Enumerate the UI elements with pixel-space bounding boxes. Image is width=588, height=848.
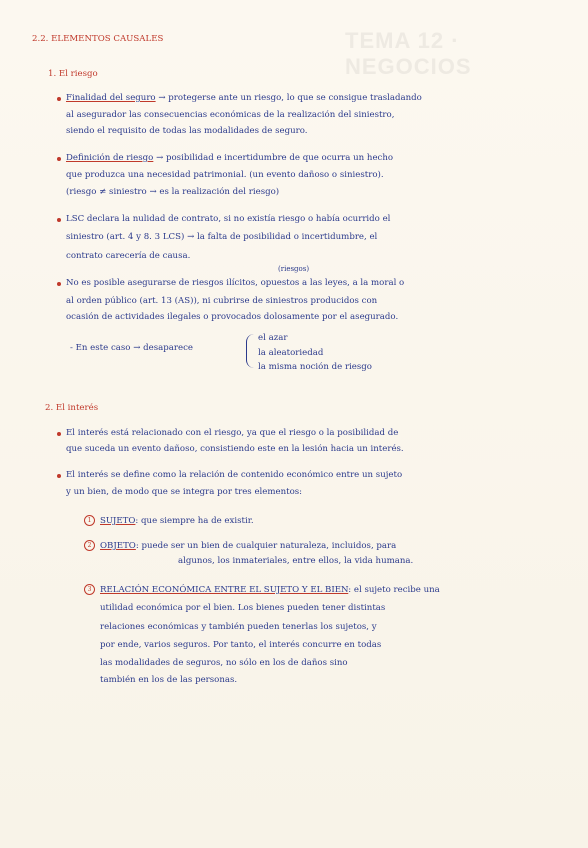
bullet-lsc-line1: LSC declara la nulidad de contrato, si no existía riesgo o había ocurrido el: [66, 214, 391, 224]
element-relacion-line3: relaciones económicas y también pueden tenerlas los sujetos, y: [100, 622, 377, 632]
bullet-ilicitos-line3: ocasión de actividades ilegales o provocados dolosamente por el asegurado.: [66, 312, 399, 322]
bullet-lsc-line3: contrato carecería de causa.: [66, 251, 191, 261]
number-badge: 3: [84, 584, 95, 595]
term-relacion: RELACIÓN ECONÓMICA ENTRE EL SUJETO Y EL BIEN: [100, 585, 349, 595]
element-relacion-line1: [100, 586, 440, 595]
bullet-interes-line1: El interés está relacionado con el riesgo, ya que el riesgo o la posibilidad de: [66, 428, 399, 438]
element-relacion-line2: utilidad económica por el bien. Los bienes pueden tener distintas: [100, 603, 386, 613]
desaparece-item-azar: el azar: [258, 333, 288, 343]
objeto-text: : puede ser un bien de cualquier naturaleza, incluidos, para: [135, 541, 397, 551]
desaparece-item-aleatoriedad: la aleatoriedad: [258, 348, 324, 358]
element-sujeto: [100, 517, 254, 526]
bullet-finalidad-line2: al asegurador las consecuencias económicas de la realización del siniestro,: [66, 110, 395, 120]
bullet-definicion-line1: [66, 154, 393, 163]
subsection-riesgo-title: 1. El riesgo: [48, 69, 98, 79]
element-relacion-line6: también en los de las personas.: [100, 675, 238, 685]
bullet-ilicitos-line1: No es posible asegurarse de riesgos ilícitos, opuestos a las leyes, a la moral o: [66, 278, 405, 288]
term-objeto: OBJETO: [100, 541, 136, 551]
desaparece-lead: - En este caso → desaparece: [70, 343, 193, 353]
desaparece-item-nocion: la misma noción de riesgo: [258, 362, 372, 372]
bullet-finalidad-line1: [66, 94, 422, 103]
term-definicion-riesgo: Definición de riesgo: [66, 153, 154, 163]
bullet-finalidad-line3: siendo el requisito de todas las modalidades de seguro.: [66, 126, 308, 136]
bullet-lsc-line2: siniestro (art. 4 y 8. 3 LCS) → la falta de posibilidad o incertidumbre, el: [66, 232, 378, 242]
definicion-text: → posibilidad e incertidumbre de que ocurra un hecho: [156, 153, 394, 163]
number-badge: 1: [84, 515, 95, 526]
bullet-definicion-line3: (riesgo ≠ siniestro → es la realización del riesgo): [66, 187, 280, 197]
riesgos-note: (riesgos): [278, 265, 310, 273]
bullet-definicion-line2: que produzca una necesidad patrimonial. (un evento dañoso o siniestro).: [66, 170, 384, 180]
term-sujeto: SUJETO: [100, 516, 136, 526]
element-relacion-line5: las modalidades de seguros, no sólo en los de daños sino: [100, 658, 348, 668]
bullet-dot: [57, 157, 61, 161]
bullet-define-line1: El interés se define como la relación de contenido económico entre un sujeto: [66, 470, 403, 480]
bullet-define-line2: y un bien, de modo que se integra por tres elementos:: [66, 487, 303, 497]
number-badge: 2: [84, 540, 95, 551]
bullet-dot: [57, 97, 61, 101]
sujeto-text: : que siempre ha de existir.: [135, 516, 254, 526]
element-objeto-line1: [100, 542, 396, 551]
bullet-dot: [57, 474, 61, 478]
bullet-dot: [57, 218, 61, 222]
element-relacion-line4: por ende, varios seguros. Por tanto, el interés concurre en todas: [100, 640, 382, 650]
ghost-title: TEMA 12 · NEGOCIOS: [345, 28, 472, 79]
element-objeto-line2: algunos, los inmateriales, entre ellos, la vida humana.: [178, 556, 414, 566]
term-finalidad: Finalidad del seguro: [66, 93, 156, 103]
curly-brace: [246, 334, 255, 368]
bullet-interes-line2: que suceda un evento dañoso, consistiendo este en la lesión hacia un interés.: [66, 444, 404, 454]
bullet-dot: [57, 432, 61, 436]
relacion-text: : el sujeto recibe una: [348, 585, 440, 595]
section-heading: 2.2. ELEMENTOS CAUSALES: [32, 34, 164, 44]
subsection-interes-title: 2. El interés: [45, 403, 99, 413]
finalidad-text: → protegerse ante un riesgo, lo que se consigue trasladando: [158, 93, 422, 103]
bullet-ilicitos-line2: al orden público (art. 13 (AS)), ni cubrirse de siniestros producidos con: [66, 296, 378, 306]
bullet-dot: [57, 282, 61, 286]
